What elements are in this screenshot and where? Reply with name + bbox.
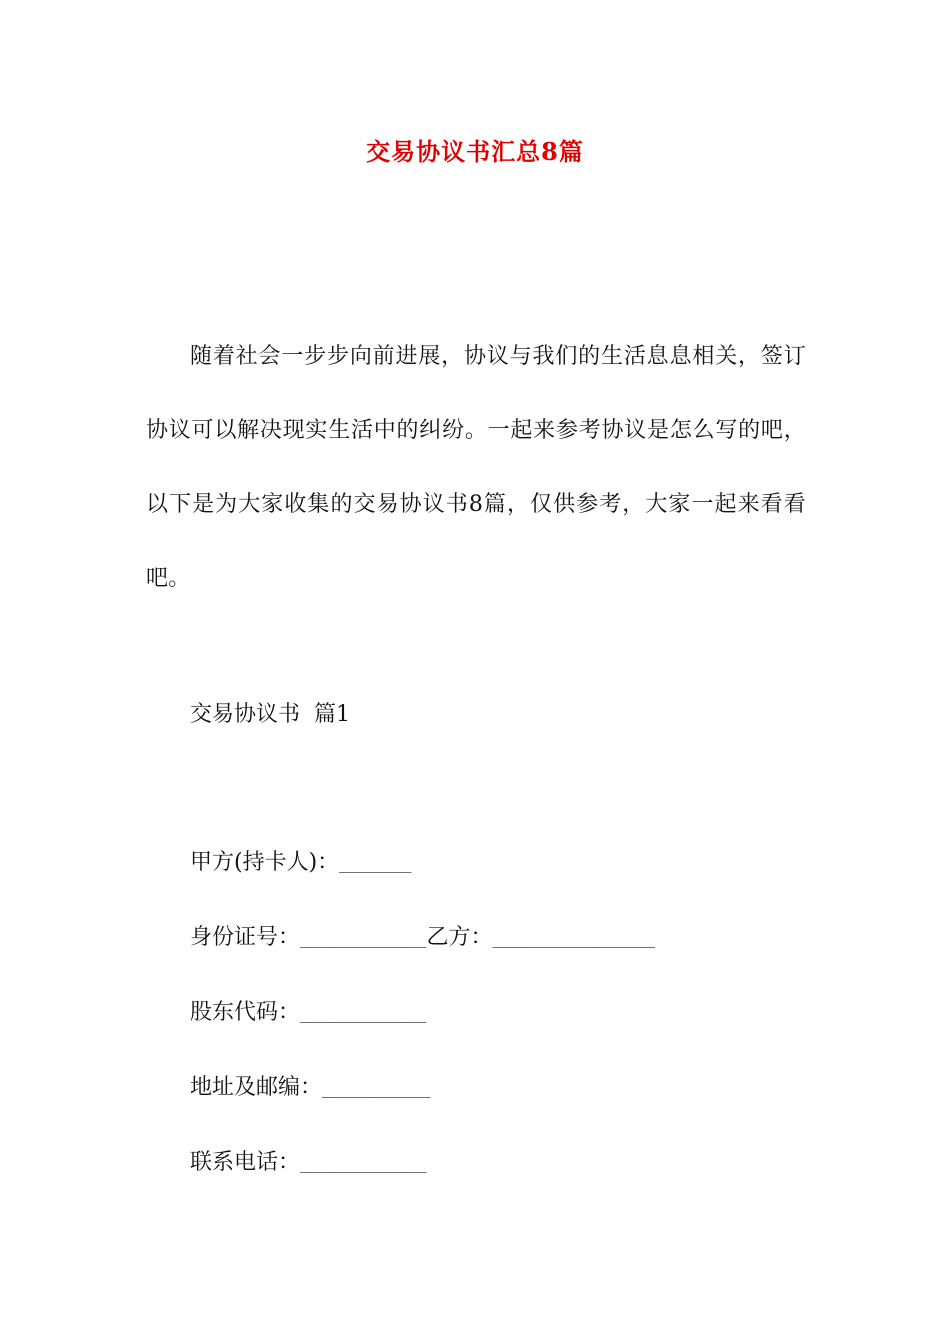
intro-paragraph: 随着社会一步步向前进展，协议与我们的生活息息相关，签订协议可以解决现实生活中的纠纷。一起来参考协议是怎么写的吧，以下是为大家收集的交易协议书8篇，仅供参考，大家一起来看看吧。 bbox=[146, 344, 806, 591]
id-number-label: 身份证号： bbox=[190, 925, 301, 950]
document-title: 交易协议书汇总8篇 bbox=[366, 137, 584, 166]
address-postcode-blank: ____________ bbox=[322, 1080, 431, 1098]
party-b-label: 乙方： bbox=[426, 925, 493, 950]
party-a-field bbox=[190, 845, 411, 882]
party-a-label: 甲方(持卡人)： bbox=[190, 850, 340, 875]
phone-blank: ______________ bbox=[300, 1155, 427, 1173]
party-a-blank: ________ bbox=[339, 855, 412, 873]
section-heading-1: 交易协议书 篇1 bbox=[190, 702, 350, 727]
party-b-blank: __________________ bbox=[492, 930, 656, 948]
address-postcode-label: 地址及邮编： bbox=[190, 1075, 323, 1100]
shareholder-code-field bbox=[190, 995, 426, 1032]
address-postcode-field bbox=[190, 1070, 430, 1107]
id-number-field bbox=[190, 920, 655, 957]
shareholder-code-blank: ______________ bbox=[300, 1005, 427, 1023]
phone-field bbox=[190, 1145, 426, 1182]
id-number-blank: ______________ bbox=[300, 930, 427, 948]
phone-label: 联系电话： bbox=[190, 1150, 301, 1175]
shareholder-code-label: 股东代码： bbox=[190, 1000, 301, 1025]
